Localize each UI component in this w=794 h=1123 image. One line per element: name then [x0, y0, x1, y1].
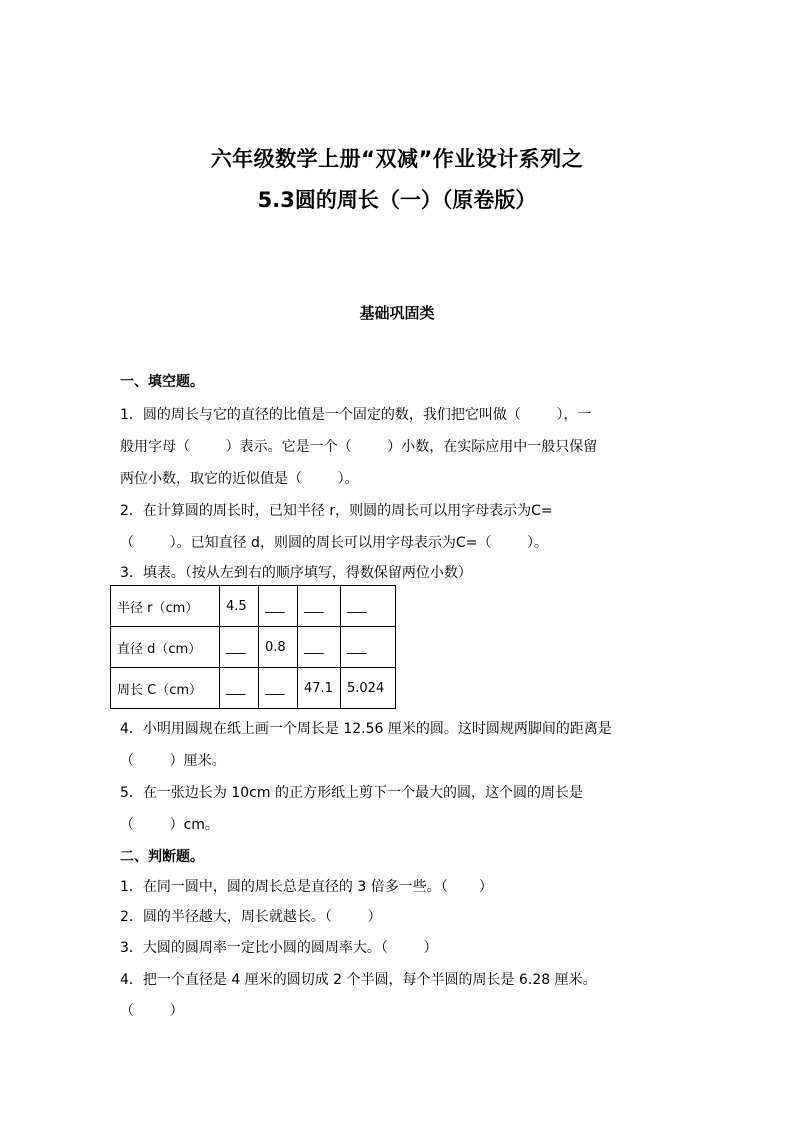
question-1-line-3: 两位小数，取它的近似值是（ ）。 [120, 471, 359, 487]
judge-question-3: 3．大圆的圆周率一定比小圆的圆周率大。（ ） [120, 940, 438, 956]
question-4-line-1: 4．小明用圆规在纸上画一个周长是 12.56 厘米的圆。这时圆规两脚间的距离是 [120, 721, 612, 737]
table-cell: 直径 d（cm） [111, 627, 220, 668]
table-row [111, 586, 396, 627]
table-cell: 0.8 [259, 627, 298, 668]
table-cell: 半径 r（cm） [111, 586, 220, 627]
section-title: 基础巩固类 [359, 304, 435, 322]
judge-question-2: 2．圆的半径越大，周长就越长。（ ） [120, 909, 382, 925]
question-5-line-2: （ ）cm。 [120, 817, 219, 833]
question-1-line-2: 般用字母（ ）表示。它是一个（ ）小数，在实际应用中一般只保留 [120, 439, 598, 455]
table-cell: 5.024 [341, 668, 396, 709]
judge-question-4-line-2: （ ） [120, 1003, 184, 1019]
table-cell: ___ [298, 586, 341, 627]
table-cell: 47.1 [298, 668, 341, 709]
table-cell: ___ [259, 586, 298, 627]
question-2-line-2: （ ）。已知直径 d，则圆的周长可以用字母表示为C=（ ）。 [120, 535, 549, 551]
table-row [111, 627, 396, 668]
table-cell: ___ [220, 627, 259, 668]
document-title: 六年级数学上册“双减”作业设计系列之 [210, 147, 584, 171]
table-row [111, 668, 396, 709]
fill-table [110, 585, 396, 709]
question-5-line-1: 5．在一张边长为 10cm 的正方形纸上剪下一个最大的圆，这个圆的周长是 [120, 785, 583, 801]
table-cell: ___ [220, 668, 259, 709]
table-cell: 周长 C（cm） [111, 668, 220, 709]
question-3: 3．填表。（按从左到右的顺序填写，得数保留两位小数） [120, 565, 472, 581]
table-cell: ___ [259, 668, 298, 709]
table-cell: ___ [341, 586, 396, 627]
judge-question-1: 1．在同一圆中，圆的周长总是直径的 3 倍多一些。（ ） [120, 879, 493, 895]
part1-heading: 一、填空题。 [120, 374, 204, 390]
part2-heading: 二、判断题。 [120, 849, 204, 865]
question-1-line-1: 1．圆的周长与它的直径的比值是一个固定的数，我们把它叫做（ ），一 [120, 407, 592, 423]
table-cell: ___ [298, 627, 341, 668]
table-cell: 4.5 [220, 586, 259, 627]
judge-question-4-line-1: 4．把一个直径是 4 厘米的圆切成 2 个半圆，每个半圆的周长是 6.28 厘米。 [120, 972, 597, 988]
table-cell: ___ [341, 627, 396, 668]
document-subtitle: 5.3圆的周长（一）（原卷版） [257, 188, 537, 212]
question-2-line-1: 2．在计算圆的周长时，已知半径 r，则圆的周长可以用字母表示为C= [120, 503, 553, 519]
question-4-line-2: （ ）厘米。 [120, 753, 226, 769]
